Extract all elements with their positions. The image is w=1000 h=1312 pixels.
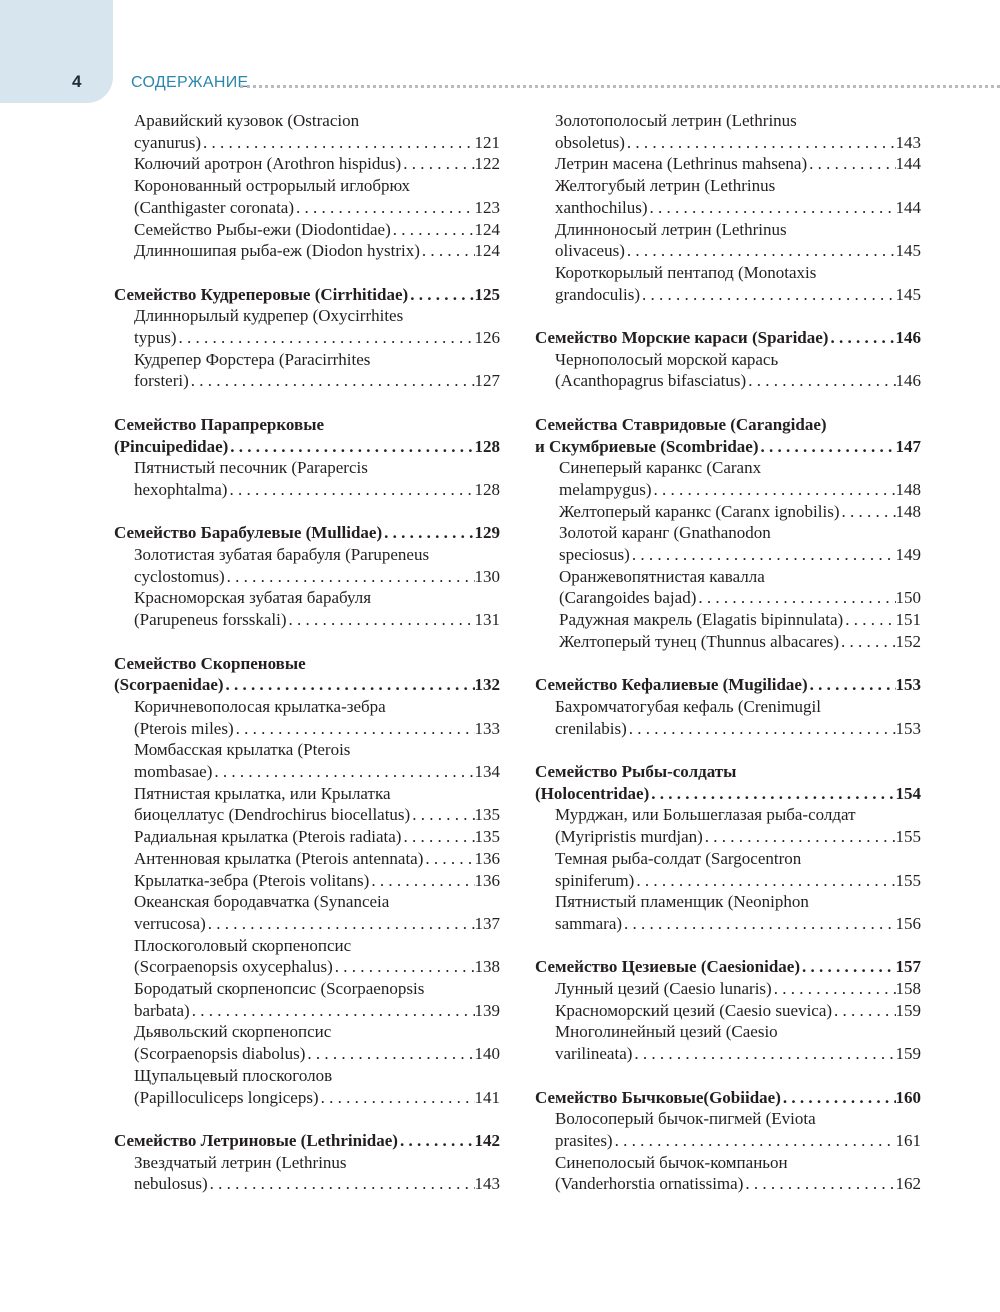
toc-entry-text: (Holocentridae) bbox=[535, 783, 650, 803]
toc-entry-text: биоцеллатус (Dendrochirus biocellatus) bbox=[134, 805, 411, 825]
toc-entry-text: Плоскоголовый скорпенопсис bbox=[134, 935, 352, 955]
toc-entry-text: Семейство Цезиевые (Caesionidae) bbox=[535, 957, 801, 977]
dot-leader bbox=[398, 1130, 475, 1152]
toc-entry-text: (Parupeneus forsskali) bbox=[134, 610, 287, 630]
dot-leader bbox=[703, 826, 896, 848]
toc-entry-text: Синеполосый бычок-компаньон bbox=[555, 1152, 788, 1172]
toc-entry-text: varilineata) bbox=[555, 1044, 633, 1064]
toc-page-number: 150 bbox=[895, 588, 921, 608]
dot-leader bbox=[234, 718, 475, 740]
toc-entry-text: olivaceus) bbox=[555, 241, 625, 261]
toc-entry-text: Кудрепер Форстера (Paracirrhites bbox=[134, 349, 371, 369]
dot-leader bbox=[212, 761, 474, 783]
dot-leader bbox=[627, 718, 896, 740]
toc-page-number: 134 bbox=[474, 762, 500, 782]
toc-spacer bbox=[114, 501, 500, 523]
toc-family-entry[interactable] bbox=[535, 956, 921, 978]
toc-spacer bbox=[535, 392, 921, 414]
toc-entry-text: Золотистая зубатая барабуля (Parupeneus bbox=[134, 545, 430, 565]
toc-species-entry[interactable] bbox=[535, 219, 921, 262]
dot-leader bbox=[401, 826, 474, 848]
toc-page-number: 158 bbox=[895, 979, 921, 999]
dot-leader bbox=[423, 848, 474, 870]
dot-leader bbox=[640, 284, 896, 306]
dot-leader bbox=[190, 1000, 475, 1022]
toc-species-entry[interactable] bbox=[535, 978, 921, 1000]
toc-entry-text: Коричневополосая крылатка-зебра bbox=[134, 696, 386, 716]
toc-entry-text: Коронованный острорылый иглобрюх bbox=[134, 176, 411, 196]
toc-page-number: 135 bbox=[474, 827, 500, 847]
toc-page-number: 159 bbox=[895, 1044, 921, 1064]
toc-entry-text: (Carangoides bajad) bbox=[559, 588, 697, 608]
toc-species-entry[interactable] bbox=[535, 1000, 921, 1022]
dot-leader bbox=[808, 674, 896, 696]
toc-spacer bbox=[114, 631, 500, 653]
dot-leader bbox=[632, 1043, 895, 1065]
toc-page-number: 131 bbox=[474, 610, 500, 630]
toc-page-number: 136 bbox=[474, 848, 500, 868]
toc-entry-text: (Acanthopagrus bifasciatus) bbox=[555, 371, 747, 391]
dot-leader bbox=[840, 501, 896, 523]
toc-page-number: 144 bbox=[895, 197, 921, 217]
toc-page-number: 160 bbox=[895, 1087, 921, 1107]
toc-species-entry[interactable] bbox=[114, 240, 500, 262]
toc-entry-text: Колючий аротрон (Arothron hispidus) bbox=[134, 154, 402, 174]
toc-entry-text: Желтогубый летрин (Lethrinus bbox=[555, 176, 776, 196]
toc-spacer bbox=[114, 392, 500, 414]
toc-page-number: 139 bbox=[474, 1000, 500, 1020]
toc-entry-text: Семейство Бычковые(Gobiidae) bbox=[535, 1087, 781, 1107]
toc-spacer bbox=[535, 305, 921, 327]
dot-leader bbox=[625, 132, 896, 154]
toc-species-entry[interactable] bbox=[535, 457, 921, 500]
dot-leader bbox=[201, 132, 474, 154]
toc-species-entry[interactable] bbox=[114, 783, 500, 826]
toc-entry-text: nebulosus) bbox=[134, 1174, 208, 1194]
toc-family-entry[interactable] bbox=[535, 1087, 921, 1109]
toc-page-number: 132 bbox=[474, 675, 500, 695]
toc-species-entry[interactable] bbox=[114, 110, 500, 153]
dot-leader bbox=[746, 370, 895, 392]
toc-entry-text: Звездчатый летрин (Lethrinus bbox=[134, 1152, 347, 1172]
toc-species-entry[interactable] bbox=[114, 1021, 500, 1064]
toc-entry-text: (Scorpaenidae) bbox=[114, 675, 224, 695]
toc-page-number: 128 bbox=[474, 436, 500, 456]
toc-entry-text: crenilabis) bbox=[555, 718, 627, 738]
dot-leader bbox=[225, 566, 475, 588]
toc-entry-text: Момбасская крылатка (Pterois bbox=[134, 740, 351, 760]
toc-entry-text: prasites) bbox=[555, 1130, 613, 1150]
toc-page-number: 146 bbox=[895, 371, 921, 391]
dot-leader bbox=[287, 609, 475, 631]
toc-page-number: 136 bbox=[474, 870, 500, 890]
toc-page-number: 121 bbox=[474, 132, 500, 152]
dot-leader bbox=[391, 219, 475, 241]
toc-family-entry[interactable] bbox=[114, 522, 500, 544]
dot-leader bbox=[652, 479, 896, 501]
toc-entry-text: и Скумбриевые (Scombridae) bbox=[535, 436, 759, 456]
toc-page-number: 124 bbox=[474, 241, 500, 261]
toc-species-entry[interactable] bbox=[535, 609, 921, 631]
dot-leader bbox=[781, 1087, 896, 1109]
toc-spacer bbox=[535, 1065, 921, 1087]
toc-entry-text: Золотополосый летрин (Lethrinus bbox=[555, 111, 797, 130]
toc-entry-text: (Pterois miles) bbox=[134, 718, 234, 738]
toc-species-entry[interactable] bbox=[114, 826, 500, 848]
toc-page-number: 130 bbox=[474, 566, 500, 586]
toc-page-number: 155 bbox=[895, 827, 921, 847]
dot-leader bbox=[634, 870, 895, 892]
toc-entry-text: (Scorpaenopsis oxycephalus) bbox=[134, 957, 333, 977]
toc-species-entry[interactable] bbox=[114, 935, 500, 978]
toc-entry-text: Длинноносый летрин (Lethrinus bbox=[555, 219, 787, 239]
dot-leader bbox=[208, 1173, 475, 1195]
toc-family-entry[interactable] bbox=[535, 327, 921, 349]
dot-leader bbox=[648, 197, 896, 219]
toc-species-entry[interactable] bbox=[114, 1152, 500, 1195]
toc-page-number: 135 bbox=[474, 805, 500, 825]
dot-leader bbox=[696, 587, 895, 609]
toc-entry-text: Лунный цезий (Caesio lunaris) bbox=[555, 979, 772, 999]
toc-entry-text: Дьявольский скорпенопсис bbox=[134, 1022, 332, 1042]
toc-species-entry[interactable] bbox=[535, 522, 921, 565]
dot-leader bbox=[630, 544, 896, 566]
toc-page-number: 161 bbox=[895, 1130, 921, 1150]
toc-entry-text: melampygus) bbox=[559, 479, 652, 499]
dot-leader bbox=[839, 631, 895, 653]
dot-leader bbox=[206, 913, 475, 935]
toc-entry-text: mombasae) bbox=[134, 762, 213, 782]
toc-entry-text: Пятнистый песочник (Parapercis bbox=[134, 458, 368, 478]
toc-entry-text: Семейство Парапрерковые bbox=[114, 414, 325, 434]
toc-entry-text: Золотой каранг (Gnathanodon bbox=[559, 523, 771, 543]
toc-entry-text: Желтоперый тунец (Thunnus albacares) bbox=[559, 631, 840, 651]
dot-leader bbox=[625, 240, 896, 262]
toc-entry-text: typus) bbox=[134, 328, 177, 348]
dot-leader bbox=[177, 327, 475, 349]
toc-entry-text: Чернополосый морской карась bbox=[555, 349, 779, 369]
toc-page-number: 125 bbox=[474, 284, 500, 304]
toc-page-number: 127 bbox=[474, 371, 500, 391]
header-dotted-rule bbox=[240, 85, 1000, 88]
toc-entry-text: (Myripristis murdjan) bbox=[555, 827, 703, 847]
toc-entry-text: cyclostomus) bbox=[134, 566, 225, 586]
toc-entry-text: Желтоперый каранкс (Caranx ignobilis) bbox=[559, 501, 840, 521]
toc-page-number: 123 bbox=[474, 197, 500, 217]
dot-leader bbox=[420, 240, 475, 262]
toc-species-entry[interactable] bbox=[114, 739, 500, 782]
toc-entry-text: Семейство Морские караси (Sparidae) bbox=[535, 328, 829, 348]
toc-family-entry[interactable] bbox=[535, 414, 921, 457]
toc-entry-text: verrucosa) bbox=[134, 913, 206, 933]
toc-page-number: 159 bbox=[895, 1000, 921, 1020]
toc-entry-text: Красноморский цезий (Caesio suevica) bbox=[555, 1000, 833, 1020]
toc-entry-text: Радужная макрель (Elagatis bipinnulata) bbox=[559, 610, 844, 630]
toc-page-number: 140 bbox=[474, 1044, 500, 1064]
dot-leader bbox=[807, 153, 895, 175]
toc-entry-text: Оранжевопятнистая каваллa bbox=[559, 566, 765, 586]
toc-species-entry[interactable] bbox=[114, 891, 500, 934]
toc-species-entry[interactable] bbox=[535, 262, 921, 305]
toc-species-entry[interactable] bbox=[535, 1021, 921, 1064]
toc-species-entry[interactable] bbox=[535, 349, 921, 392]
toc-entry-text: Крылатка-зебра (Pterois volitans) bbox=[134, 870, 370, 890]
dot-leader bbox=[401, 153, 474, 175]
toc-entry-text: Красноморская зубатая барабуля bbox=[134, 588, 372, 608]
dot-leader bbox=[622, 913, 895, 935]
toc-species-entry[interactable] bbox=[114, 696, 500, 739]
toc-page-number: 157 bbox=[895, 957, 921, 977]
toc-family-entry[interactable] bbox=[114, 414, 500, 457]
toc-species-entry[interactable] bbox=[114, 1065, 500, 1108]
toc-entry-text: Длиннорылый кудрепер (Oxycirrhites bbox=[134, 306, 404, 326]
toc-page-number: 145 bbox=[895, 284, 921, 304]
toc-family-entry[interactable] bbox=[535, 761, 921, 804]
toc-page-number: 122 bbox=[474, 154, 500, 174]
toc-entry-text: sammara) bbox=[555, 913, 623, 933]
running-title: СОДЕРЖАНИЕ bbox=[131, 74, 249, 91]
dot-leader bbox=[649, 783, 895, 805]
dot-leader bbox=[189, 370, 475, 392]
toc-entry-text: Темная рыба-солдат (Sargocentron bbox=[555, 848, 802, 868]
page-number: 4 bbox=[72, 72, 82, 91]
toc-entry-text: forsteri) bbox=[134, 371, 189, 391]
toc-spacer bbox=[535, 739, 921, 761]
toc-entry-text: barbata) bbox=[134, 1000, 190, 1020]
toc-entry-text: spiniferum) bbox=[555, 870, 635, 890]
toc-family-entry[interactable] bbox=[535, 674, 921, 696]
toc-right-column bbox=[535, 110, 921, 1195]
toc-entry-text: obsoletus) bbox=[555, 132, 625, 152]
toc-page-number: 142 bbox=[474, 1130, 500, 1150]
toc-entry-text: xanthochilus) bbox=[555, 197, 648, 217]
toc-species-entry[interactable] bbox=[114, 219, 500, 241]
toc-entry-text: Бахромчатогубая кефаль (Crenimugil bbox=[555, 696, 821, 716]
toc-entry-text: (Pinсuipedidae) bbox=[114, 436, 229, 456]
toc-species-entry[interactable] bbox=[535, 631, 921, 653]
toc-species-entry[interactable] bbox=[114, 544, 500, 587]
toc-species-entry[interactable] bbox=[535, 110, 921, 153]
toc-entry-text: Антенновая крылатка (Pterois antennata) bbox=[134, 848, 424, 868]
toc-entry-text: hexophtalma) bbox=[134, 479, 228, 499]
toc-page-number: 133 bbox=[474, 718, 500, 738]
toc-species-entry[interactable] bbox=[114, 153, 500, 175]
toc-entry-text: Щупальцевый плоскоголов bbox=[134, 1065, 333, 1085]
toc-entry-text: grandoculis) bbox=[555, 284, 640, 304]
toc-page-number: 143 bbox=[474, 1174, 500, 1194]
dot-leader bbox=[743, 1173, 895, 1195]
toc-species-entry[interactable] bbox=[535, 501, 921, 523]
dot-leader bbox=[294, 197, 474, 219]
toc-page-number: 128 bbox=[474, 479, 500, 499]
toc-entry-text: Многолинейный цезий (Caesio bbox=[555, 1022, 778, 1042]
dot-leader bbox=[800, 956, 895, 978]
dot-leader bbox=[410, 804, 474, 826]
toc-page-number: 124 bbox=[474, 219, 500, 239]
toc-page-number: 148 bbox=[895, 479, 921, 499]
toc-entry-text: Волосоперый бычок-пигмей (Eviota bbox=[555, 1109, 816, 1129]
toc-species-entry[interactable] bbox=[114, 587, 500, 630]
toc-entry-text: Семейство Летриновые (Lethrinidae) bbox=[114, 1130, 398, 1150]
toc-page-number: 145 bbox=[895, 241, 921, 261]
toc-family-entry[interactable] bbox=[114, 284, 500, 306]
dot-leader bbox=[828, 327, 895, 349]
toc-entry-text: (Scorpaenopsis diabolus) bbox=[134, 1044, 306, 1064]
toc-entry-text: Семейство Скорпеновые bbox=[114, 653, 306, 673]
toc-species-entry[interactable] bbox=[535, 1108, 921, 1151]
toc-spacer bbox=[535, 653, 921, 675]
toc-species-entry[interactable] bbox=[535, 804, 921, 847]
toc-page-number: 144 bbox=[895, 154, 921, 174]
toc-entry-text: Пятнистый пламенщик (Neoniphon bbox=[555, 892, 809, 912]
toc-species-entry[interactable] bbox=[114, 457, 500, 500]
dot-leader bbox=[319, 1087, 475, 1109]
dot-leader bbox=[843, 609, 895, 631]
dot-leader bbox=[227, 479, 474, 501]
toc-species-entry[interactable] bbox=[114, 978, 500, 1021]
toc-page-number: 137 bbox=[474, 913, 500, 933]
dot-leader bbox=[305, 1043, 474, 1065]
dot-leader bbox=[408, 284, 474, 306]
toc-species-entry[interactable] bbox=[535, 1152, 921, 1195]
toc-page-number: 126 bbox=[474, 328, 500, 348]
toc-entry-text: (Vanderhorstia ornatissima) bbox=[555, 1174, 744, 1194]
toc-page-number: 138 bbox=[474, 957, 500, 977]
toc-entry-text: Пятнистая крылатка, или Крылатка bbox=[134, 783, 391, 803]
dot-leader bbox=[832, 1000, 895, 1022]
toc-species-entry[interactable] bbox=[535, 566, 921, 609]
toc-entry-text: Семейство Рыбы-ежи (Diodontidae) bbox=[134, 219, 391, 239]
toc-page-number: 155 bbox=[895, 870, 921, 890]
toc-entry-text: Аравийский кузовок (Ostracion bbox=[134, 111, 360, 130]
toc-spacer bbox=[535, 935, 921, 957]
toc-entry-text: Семейство Кудреперовые (Cirrhitidae) bbox=[114, 284, 409, 304]
toc-species-entry[interactable] bbox=[114, 175, 500, 218]
dot-leader bbox=[333, 956, 475, 978]
toc-entry-text: Радиальная крылатка (Pterois radiata) bbox=[134, 827, 402, 847]
toc-species-entry[interactable] bbox=[535, 696, 921, 739]
toc-page-number: 141 bbox=[474, 1087, 500, 1107]
toc-page-number: 153 bbox=[895, 718, 921, 738]
dot-leader bbox=[613, 1130, 896, 1152]
toc-species-entry[interactable] bbox=[114, 870, 500, 892]
toc-page-number: 152 bbox=[895, 631, 921, 651]
toc-entry-text: Семейства Ставридовые (Carangidae) bbox=[535, 414, 827, 434]
toc-species-entry[interactable] bbox=[535, 848, 921, 891]
toc-entry-text: (Papilloculiceps longiceps) bbox=[134, 1087, 319, 1107]
toc-spacer bbox=[114, 262, 500, 284]
toc-entry-text: Летрин масена (Lethrinus mahsena) bbox=[555, 154, 808, 174]
toc-species-entry[interactable] bbox=[535, 175, 921, 218]
toc-page-number: 162 bbox=[895, 1174, 921, 1194]
toc-entry-text: (Canthigaster coronata) bbox=[134, 197, 295, 217]
toc-entry-text: speciosus) bbox=[559, 545, 630, 565]
toc-page-number: 154 bbox=[895, 783, 921, 803]
dot-leader bbox=[772, 978, 896, 1000]
toc-species-entry[interactable] bbox=[114, 305, 500, 348]
toc-family-entry[interactable] bbox=[114, 1130, 500, 1152]
dot-leader bbox=[369, 870, 474, 892]
toc-family-entry[interactable] bbox=[114, 653, 500, 696]
toc-entry-text: Океанская бородавчатка (Synanceia bbox=[134, 892, 390, 912]
toc-page-number: 129 bbox=[474, 523, 500, 543]
toc-page-number: 143 bbox=[895, 132, 921, 152]
toc-page-number: 148 bbox=[895, 501, 921, 521]
toc-entry-text: Длинношипая рыба-еж (Diodon hystrix) bbox=[134, 241, 420, 261]
toc-entry-text: Семейство Рыбы-солдаты bbox=[535, 762, 737, 782]
toc-page-number: 149 bbox=[895, 545, 921, 565]
toc-species-entry[interactable] bbox=[114, 349, 500, 392]
dot-leader bbox=[224, 674, 475, 696]
toc-species-entry[interactable] bbox=[535, 153, 921, 175]
dot-leader bbox=[382, 522, 474, 544]
dot-leader bbox=[758, 436, 895, 458]
toc-page-number: 151 bbox=[895, 610, 921, 630]
toc-spacer bbox=[114, 1108, 500, 1130]
toc-entry-text: Синеперый каранкс (Caranx bbox=[559, 458, 762, 478]
toc-entry-text: Мурджан, или Большеглазая рыба-солдат bbox=[555, 805, 856, 825]
dot-leader bbox=[228, 436, 474, 458]
toc-entry-text: cyanurus) bbox=[134, 132, 202, 152]
toc-entry-text: Семейство Барабулевые (Mullidae) bbox=[114, 523, 383, 543]
toc-page-number: 156 bbox=[895, 913, 921, 933]
toc-species-entry[interactable] bbox=[114, 848, 500, 870]
toc-entry-text: Бородатый скорпенопсис (Scorpaenopsis bbox=[134, 979, 425, 999]
toc-entry-text: Короткорылый пентапод (Monotaxis bbox=[555, 262, 817, 282]
toc-entry-text: Семейство Кефалиевые (Mugilidae) bbox=[535, 675, 808, 695]
toc-page-number: 153 bbox=[895, 675, 921, 695]
toc-species-entry[interactable] bbox=[535, 891, 921, 934]
toc-page-number: 146 bbox=[895, 328, 921, 348]
toc-left-column bbox=[114, 110, 500, 1195]
page-tab bbox=[0, 0, 113, 103]
toc-page-number: 147 bbox=[895, 436, 921, 456]
